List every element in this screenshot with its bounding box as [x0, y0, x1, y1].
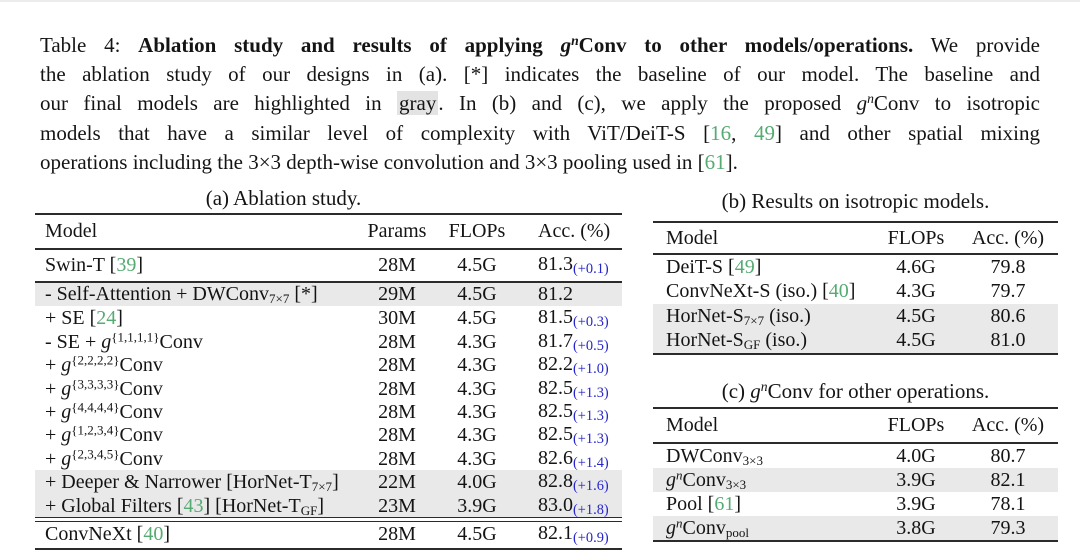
text-run: (a) Ablation study. — [205, 186, 362, 210]
acc-cell — [517, 470, 622, 495]
text-run: [*] — [289, 283, 318, 306]
text-run: ] — [317, 494, 324, 517]
model-cell — [45, 495, 357, 518]
model-cell — [45, 448, 357, 471]
params-cell: 28M — [378, 447, 416, 470]
acc-cell — [517, 253, 622, 278]
text-run: Conv — [119, 354, 163, 377]
text-run: Conv to other models/operations. — [578, 33, 914, 57]
flops-cell: 3.9G — [457, 494, 497, 517]
text-run: , — [731, 120, 754, 145]
acc-cell — [517, 377, 622, 402]
table-rule — [35, 548, 622, 550]
flops-cell: 4.3G — [457, 424, 497, 447]
text-run: HorNet-S — [666, 329, 744, 352]
text-run: n — [571, 33, 579, 49]
model-cell — [45, 254, 357, 277]
params-cell: 28M — [378, 401, 416, 424]
params-cell: 28M — [378, 377, 416, 400]
text-run: the ablation study of our designs in (a). [*] indicates the baseline of our model. The baseline and — [40, 62, 1040, 87]
text-run: Conv to isotropic — [873, 91, 1040, 116]
column-header: FLOPs — [887, 414, 945, 436]
acc-value: 82.5 — [538, 399, 573, 422]
acc-cell — [517, 283, 622, 306]
acc-value: 80.7 — [990, 444, 1026, 467]
text-run: 7×7 — [311, 479, 333, 495]
text-run: pool — [725, 524, 749, 540]
acc-delta: (+1.3) — [573, 431, 609, 448]
column-header: Model — [45, 220, 98, 242]
acc-value: 81.3 — [538, 252, 573, 275]
table-rule — [653, 540, 1058, 542]
text-run: {3,3,3,3} — [71, 376, 120, 392]
table-row — [653, 255, 1058, 280]
text-run: ConvNeXt [ — [45, 523, 144, 546]
acc-delta: (+0.1) — [573, 261, 609, 278]
acc-delta: (+0.3) — [573, 314, 609, 331]
acc-value: 79.3 — [990, 516, 1026, 539]
text-run: ]. — [725, 149, 738, 174]
text-run: + — [45, 447, 62, 470]
acc-cell — [952, 493, 1058, 516]
column-header: Model — [666, 226, 719, 249]
acc-value: 82.1 — [538, 522, 573, 545]
model-cell — [45, 378, 357, 401]
text-run: g — [61, 447, 72, 470]
text-run: Conv — [119, 377, 163, 400]
text-run: g — [750, 379, 761, 403]
flops-cell: 4.0G — [896, 444, 936, 467]
model-cell — [45, 523, 357, 546]
text-run: {1,1,1,1} — [111, 329, 160, 345]
acc-value: 79.8 — [990, 255, 1026, 278]
table-row — [35, 447, 622, 470]
table-row — [35, 423, 622, 446]
acc-delta: (+1.6) — [573, 478, 609, 495]
acc-value: 82.5 — [538, 376, 573, 399]
text-run: + — [45, 401, 62, 424]
flops-cell: 4.5G — [896, 329, 936, 352]
citation-link[interactable]: 39 — [116, 254, 137, 276]
text-run: ] — [116, 307, 123, 330]
text-run: ] [HorNet-T — [203, 494, 301, 517]
acc-cell — [952, 445, 1058, 468]
text-run: Conv for other operations. — [767, 379, 990, 403]
text-run: n — [676, 515, 683, 530]
acc-delta: (+0.5) — [573, 337, 609, 354]
text-run: n — [676, 467, 683, 482]
flops-cell: 4.3G — [457, 377, 497, 400]
acc-value: 82.6 — [538, 446, 573, 469]
text-run: Conv — [682, 516, 726, 539]
text-run: {2,2,2,2} — [71, 352, 120, 368]
text-run: + — [45, 377, 62, 400]
flops-cell: 4.5G — [457, 283, 497, 306]
column-header: FLOPs — [448, 220, 506, 242]
text-run: - Self-Attention + DWConv — [45, 283, 270, 306]
column-header: FLOPs — [887, 226, 945, 249]
citation-link[interactable]: 49 — [753, 120, 775, 145]
text-run: g — [666, 468, 676, 491]
text-run: Conv — [119, 424, 163, 447]
flops-cell: 3.8G — [896, 516, 936, 539]
params-cell: 28M — [378, 354, 416, 377]
acc-cell — [517, 494, 622, 519]
acc-value: 82.1 — [990, 468, 1026, 491]
text-run: n — [867, 91, 874, 107]
text-run: + — [45, 424, 62, 447]
params-cell: 28M — [378, 254, 416, 276]
model-cell — [666, 493, 880, 516]
caption-line — [40, 31, 1040, 60]
subcaption-a — [35, 186, 532, 211]
text-run: g — [856, 91, 868, 116]
flops-cell: 4.5G — [896, 304, 936, 327]
text-run: g — [61, 354, 72, 377]
column-header: Acc. (%) — [971, 414, 1045, 436]
text-run: DeiT-S [ — [666, 255, 735, 278]
table-row — [35, 494, 622, 517]
text-run: + SE [ — [45, 307, 97, 330]
text-run: g — [61, 401, 72, 424]
column-header: Acc. (%) — [971, 226, 1045, 249]
acc-cell — [517, 423, 622, 448]
table-caption — [40, 31, 1040, 177]
acc-cell — [517, 400, 622, 425]
acc-cell — [952, 329, 1058, 352]
table-header-row — [653, 409, 1058, 442]
text-run: Table 4: — [40, 33, 139, 57]
text-run: g — [101, 330, 112, 353]
table-row — [35, 470, 622, 493]
flops-cell: 4.3G — [896, 280, 936, 303]
acc-delta: (+1.3) — [573, 408, 609, 425]
acc-delta: (+0.9) — [573, 530, 609, 547]
text-run: g — [61, 424, 72, 447]
text-run: g — [666, 516, 676, 539]
text-run: Swin-T [ — [45, 254, 117, 276]
flops-cell: 4.6G — [896, 255, 936, 278]
isotropic-models-table — [653, 221, 1058, 355]
caption-line — [40, 148, 1040, 177]
acc-cell — [952, 517, 1058, 540]
citation-link[interactable]: 40 — [828, 280, 849, 303]
table-row — [653, 492, 1058, 516]
acc-value: 81.2 — [538, 283, 573, 306]
acc-cell — [517, 522, 622, 547]
acc-value: 78.1 — [990, 492, 1026, 515]
text-run: ] — [754, 255, 762, 278]
table-header-row — [653, 223, 1058, 253]
text-run: n — [760, 379, 768, 395]
params-cell: 22M — [378, 471, 416, 494]
table-row — [653, 516, 1058, 540]
text-run: ] — [136, 254, 143, 276]
acc-delta: (+1.3) — [573, 384, 609, 401]
acc-cell — [952, 305, 1058, 328]
table-row — [35, 522, 622, 548]
column-header: Model — [666, 414, 719, 436]
text-run: g — [560, 33, 572, 57]
table-header-row — [35, 215, 622, 248]
text-run: {4,4,4,4} — [71, 399, 120, 415]
acc-cell — [517, 330, 622, 355]
params-cell: 28M — [378, 330, 416, 353]
flops-cell: 4.3G — [457, 354, 497, 377]
acc-delta: (+1.0) — [573, 361, 609, 378]
model-cell — [45, 424, 357, 447]
table-row — [653, 444, 1058, 468]
text-run: Conv — [682, 468, 726, 491]
column-header: Acc. (%) — [538, 220, 611, 242]
acc-value: 80.6 — [990, 304, 1026, 327]
flops-cell: 4.3G — [457, 401, 497, 424]
text-run: GF — [743, 337, 761, 353]
text-run: (b) Results on isotropic models. — [721, 189, 990, 213]
acc-cell — [517, 447, 622, 472]
model-cell — [45, 471, 357, 494]
acc-value: 81.0 — [990, 329, 1026, 352]
text-run: + Global Filters [ — [45, 494, 184, 517]
model-cell — [666, 256, 880, 279]
acc-value: 82.8 — [538, 470, 573, 493]
column-header: Params — [367, 220, 427, 242]
acc-delta: (+1.8) — [573, 501, 609, 518]
params-cell: 30M — [378, 307, 416, 330]
acc-value: 81.5 — [538, 306, 573, 329]
caption-line — [40, 89, 1040, 118]
citation-link[interactable]: 43 — [183, 494, 204, 517]
table-row — [35, 330, 622, 353]
acc-delta: (+1.4) — [573, 454, 609, 471]
model-cell — [666, 280, 880, 303]
model-cell — [666, 517, 880, 540]
text-run: ] — [734, 492, 742, 515]
text-run: {1,2,3,4} — [71, 422, 120, 438]
table-row — [35, 353, 622, 376]
acc-cell — [517, 353, 622, 378]
acc-value: 83.0 — [538, 493, 573, 516]
flops-cell: 3.9G — [896, 492, 936, 515]
text-run: + Deeper & Narrower [HorNet-T — [45, 471, 312, 494]
highlighted-term: gray — [399, 91, 437, 116]
flops-cell: 4.3G — [457, 330, 497, 353]
table-row — [35, 400, 622, 423]
table-row — [653, 468, 1058, 492]
flops-cell: 4.5G — [457, 307, 497, 330]
text-run: (iso.) — [760, 329, 808, 352]
text-run: ] — [163, 523, 170, 546]
text-run: GF — [300, 502, 318, 518]
table-row — [35, 377, 622, 400]
caption-line — [40, 119, 1040, 148]
table-row — [35, 283, 622, 306]
model-cell — [666, 445, 880, 468]
text-run: Conv — [159, 330, 203, 353]
text-run: 3×3 — [742, 452, 764, 468]
page-top-edge — [0, 0, 1080, 2]
text-run: Ablation study and results of applying — [138, 33, 561, 57]
text-run: Conv — [119, 447, 163, 470]
model-cell — [666, 329, 880, 352]
text-run: We provide — [913, 33, 1040, 57]
text-run: ] and other spatial mixing — [774, 120, 1040, 145]
citation-link[interactable]: 16 — [710, 120, 732, 145]
citation-link[interactable]: 24 — [96, 307, 117, 330]
other-operations-table — [653, 407, 1058, 542]
table-rule — [653, 353, 1058, 355]
text-run: DWConv — [666, 444, 743, 467]
text-run: our final models are highlighted in — [40, 91, 397, 116]
acc-value: 82.5 — [538, 423, 573, 446]
text-run: models that have a similar level of complexity with ViT/DeiT-S [ — [40, 120, 711, 145]
text-run: (c) — [721, 379, 751, 403]
citation-link[interactable]: 49 — [734, 255, 755, 278]
table-row — [35, 306, 622, 329]
table-row — [653, 329, 1058, 354]
acc-cell — [952, 280, 1058, 303]
citation-link[interactable]: 61 — [714, 492, 735, 515]
table-row — [653, 280, 1058, 305]
text-run: ConvNeXt-S (iso.) [ — [666, 280, 829, 303]
text-run: 7×7 — [269, 291, 290, 307]
model-cell — [45, 354, 357, 377]
text-run: operations including the 3×3 depth-wise convolution and 3×3 pooling used in [ — [40, 149, 705, 174]
model-cell — [45, 307, 357, 330]
table-row — [653, 304, 1058, 329]
text-run: + — [45, 354, 62, 377]
text-run: Pool [ — [666, 492, 715, 515]
acc-value: 79.7 — [990, 280, 1026, 303]
acc-cell — [952, 256, 1058, 279]
subcaption-b — [653, 189, 1058, 214]
text-run: . In (b) and (c), we apply the proposed — [438, 91, 857, 116]
acc-cell — [517, 306, 622, 331]
subcaption-c — [653, 379, 1058, 404]
params-cell: 28M — [378, 424, 416, 447]
text-run: {2,3,4,5} — [71, 446, 120, 462]
ablation-study-table — [35, 213, 622, 550]
model-cell — [666, 305, 880, 328]
citation-link[interactable]: 40 — [143, 523, 164, 546]
flops-cell: 4.3G — [457, 447, 497, 470]
model-cell — [45, 401, 357, 424]
text-run: - SE + — [45, 330, 102, 353]
acc-value: 81.7 — [538, 329, 573, 352]
text-run: (iso.) — [764, 304, 811, 327]
text-run: g — [61, 377, 72, 400]
params-cell: 29M — [378, 283, 416, 306]
params-cell: 23M — [378, 494, 416, 517]
text-run: ] — [332, 471, 339, 494]
model-cell — [666, 469, 880, 492]
flops-cell: 4.0G — [457, 471, 497, 494]
flops-cell: 4.5G — [457, 254, 497, 276]
citation-link[interactable]: 61 — [704, 149, 726, 174]
model-cell — [45, 283, 357, 306]
model-cell — [45, 331, 357, 354]
caption-line — [40, 60, 1040, 89]
text-run: 7×7 — [743, 312, 765, 328]
acc-value: 82.2 — [538, 353, 573, 376]
text-run: HorNet-S — [666, 304, 744, 327]
params-cell: 28M — [378, 523, 416, 546]
table-row — [35, 250, 622, 281]
text-run: 3×3 — [725, 476, 747, 492]
acc-cell — [952, 469, 1058, 492]
text-run: Conv — [119, 401, 163, 424]
flops-cell: 4.5G — [457, 523, 497, 546]
flops-cell: 3.9G — [896, 468, 936, 491]
text-run: ] — [848, 280, 856, 303]
